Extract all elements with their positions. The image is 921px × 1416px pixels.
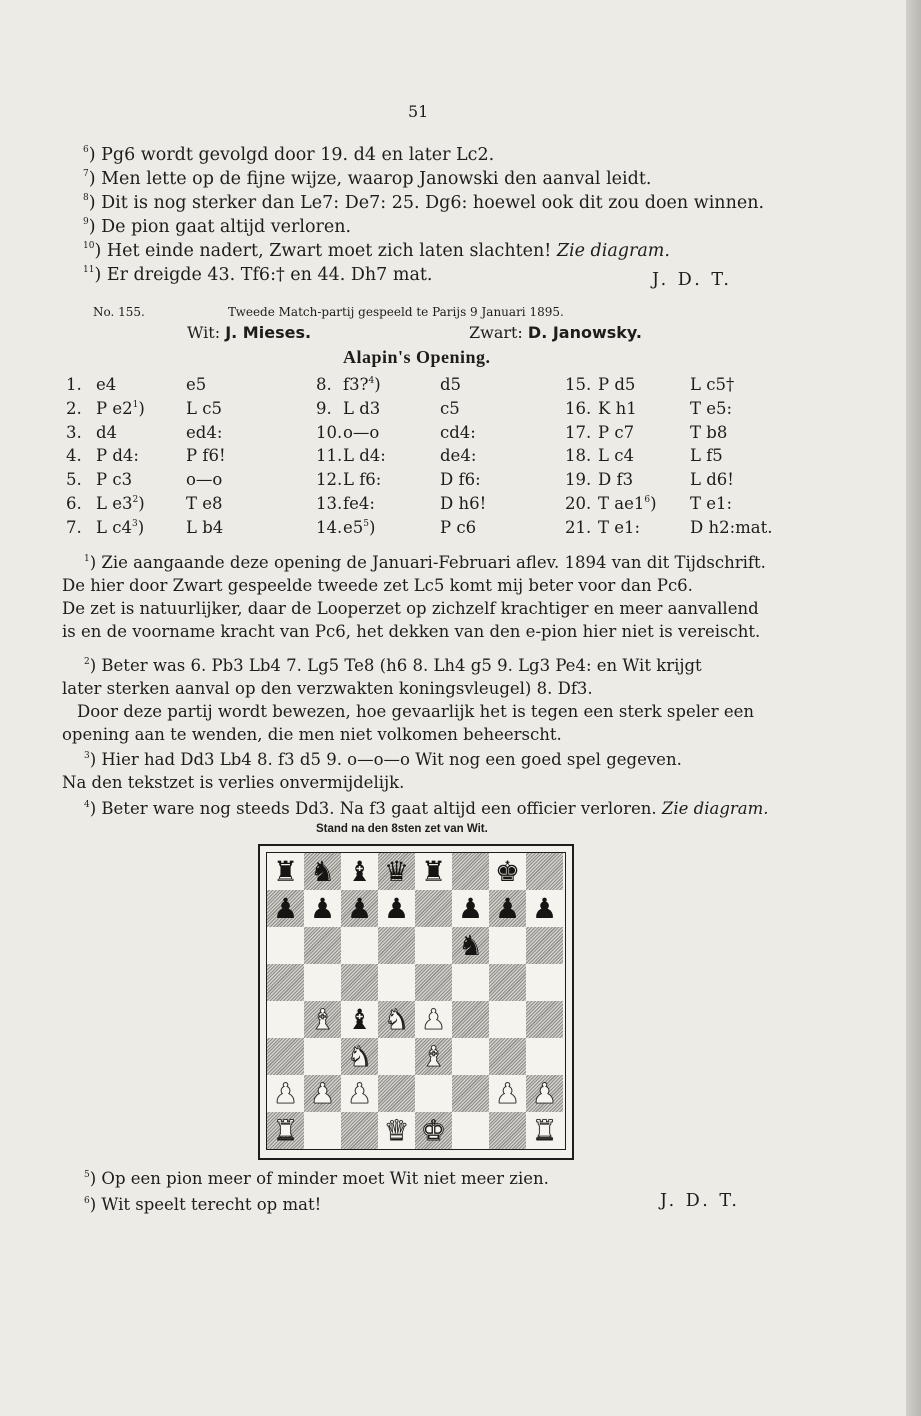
black-label: Zwart:	[469, 323, 523, 342]
board-square	[267, 890, 304, 927]
white-knight-icon: ♞	[346, 1039, 373, 1073]
note-mark: 2	[84, 657, 90, 667]
note-mark: 7	[83, 169, 89, 179]
move-number: 20.	[565, 494, 592, 513]
black-pawn-icon: ♟	[309, 891, 336, 925]
board-square	[489, 964, 526, 1001]
white-bishop-icon: ♝	[309, 1002, 336, 1036]
note-8: $^8$) Dit is nog sterker dan Le7: De7: 25. Dg6: hoewel ook dit zou doen winnen.	[83, 193, 765, 213]
white-pawn-icon: ♟	[494, 1076, 521, 1110]
white-move-text: e5	[343, 517, 364, 537]
game-note-4	[62, 794, 777, 820]
board-square	[378, 853, 415, 890]
black-knight-icon: ♞	[457, 928, 484, 962]
note-mark: 5	[363, 518, 369, 529]
board-square	[415, 890, 452, 927]
note-mark: 1	[132, 399, 139, 410]
board-square	[452, 890, 489, 927]
board-square	[341, 1038, 378, 1075]
note-line: is en de voorname kracht van Pc6, het dekken van den e-pion hier niet is vereischt.	[62, 622, 761, 641]
signature-top: J. D. T.	[652, 270, 732, 290]
board-square	[489, 927, 526, 964]
move-number: 6.	[66, 494, 82, 513]
white-pawn-icon: ♟	[420, 1002, 447, 1036]
white-move: P d5	[598, 375, 636, 394]
note-text: De pion gaat altijd verloren.	[101, 217, 352, 237]
move-number: 17.	[565, 422, 592, 442]
white-rook-icon: ♜	[272, 1113, 299, 1147]
board-square	[378, 1038, 415, 1075]
white-player: J. Mieses.	[225, 323, 312, 342]
note-mark: 10	[83, 241, 95, 251]
board-square	[452, 1075, 489, 1112]
black-pawn-icon: ♟	[346, 891, 373, 925]
move-number: 1.	[66, 375, 82, 394]
note-line: later sterken aanval op den verzwakten koningsvleugel) 8. Df3.	[62, 679, 593, 698]
note-paren: )	[650, 494, 657, 513]
board-square	[452, 1001, 489, 1038]
note-mark: 6	[83, 145, 89, 155]
note-paren: )	[374, 375, 381, 394]
page-number: 51	[408, 102, 429, 121]
note-mark: 6	[644, 495, 651, 505]
white-move: L f6:	[343, 470, 382, 490]
board-square	[267, 1112, 304, 1149]
game-note-1	[62, 548, 777, 643]
black-move: L b4	[186, 517, 224, 537]
white-player-line	[187, 323, 311, 342]
white-move-text: f3?	[343, 375, 369, 394]
board-square	[378, 927, 415, 964]
black-bishop-icon: ♝	[346, 854, 373, 888]
note-text: Beter ware nog steeds Dd3. Na f3 gaat altijd een officier verloren.	[101, 799, 657, 818]
diagram-caption: Stand na den 8sten zet van Wit.	[316, 823, 488, 835]
board-square	[526, 890, 563, 927]
board-square	[415, 1038, 452, 1075]
note-line: De zet is natuurlijker, daar de Looperzet op zichzelf krachtiger en meer aanvallend	[62, 599, 759, 618]
black-knight-icon: ♞	[309, 854, 336, 888]
board-square	[526, 927, 563, 964]
white-pawn-icon: ♟	[309, 1076, 336, 1110]
board-square	[378, 964, 415, 1001]
board-square	[341, 1075, 378, 1112]
board-square	[378, 1075, 415, 1112]
black-move: T e1:	[690, 494, 733, 513]
board-square	[415, 1001, 452, 1038]
white-pawn-icon: ♟	[531, 1076, 558, 1110]
black-move: L f5	[690, 446, 723, 466]
white-move	[343, 518, 375, 537]
white-move-text: L c4	[96, 517, 132, 537]
note-mark: 2	[132, 495, 139, 505]
game-note-2	[62, 651, 777, 746]
white-move: P c7	[598, 422, 635, 442]
board-square	[415, 927, 452, 964]
black-move: d5	[440, 375, 462, 394]
black-move: L d6!	[690, 470, 734, 490]
see-diagram-reference: Zie diagram.	[661, 799, 769, 818]
white-move	[96, 494, 145, 513]
black-move: de4:	[440, 446, 477, 466]
white-move: fe4:	[343, 494, 375, 513]
move-number: 9.	[316, 398, 332, 418]
black-move: D h2:mat.	[690, 517, 773, 537]
board-square	[489, 1075, 526, 1112]
board-square	[489, 1112, 526, 1149]
board-square	[341, 890, 378, 927]
note-mark: 6	[84, 1196, 90, 1206]
black-move: P f6!	[186, 446, 226, 466]
note-10: $^{10}$) Het einde nadert, Zwart moet zich laten slachten! Zie diagram.	[83, 241, 670, 261]
note-mark: 1	[84, 554, 90, 564]
black-move: L c5†	[690, 375, 735, 394]
black-pawn-icon: ♟	[531, 891, 558, 925]
move-number: 7.	[66, 517, 82, 537]
white-move	[598, 494, 657, 513]
move-number: 15.	[565, 375, 592, 394]
black-player-line	[469, 323, 642, 342]
note-text: Het einde nadert, Zwart moet zich laten slachten!	[106, 241, 552, 261]
move-number: 5.	[66, 470, 82, 490]
white-pawn-icon: ♟	[346, 1076, 373, 1110]
see-diagram-reference: Zie diagram.	[556, 241, 670, 261]
white-knight-icon: ♞	[383, 1002, 410, 1036]
black-pawn-icon: ♟	[494, 891, 521, 925]
board-square	[304, 1075, 341, 1112]
white-pawn-icon: ♟	[272, 1076, 299, 1110]
black-rook-icon: ♜	[272, 854, 299, 888]
white-move: o—o	[343, 422, 380, 442]
board-square	[378, 1001, 415, 1038]
black-move: c5	[440, 398, 460, 418]
note-paren: )	[138, 494, 145, 513]
white-queen-icon: ♛	[383, 1113, 410, 1147]
black-pawn-icon: ♟	[457, 891, 484, 925]
note-text: Er dreigde 43. Tf6:† en 44. Dh7 mat.	[106, 265, 433, 285]
note-11: $^{11}$) Er dreigde 43. Tf6:† en 44. Dh7 mat.	[83, 265, 433, 285]
board-square	[304, 890, 341, 927]
black-king-icon: ♚	[494, 854, 521, 888]
board-square	[415, 1112, 452, 1149]
white-move: L d3	[343, 398, 381, 418]
move-number: 14.	[316, 517, 343, 537]
white-king-icon: ♚	[420, 1113, 447, 1147]
white-move: P d4:	[96, 446, 139, 466]
board-square	[304, 1038, 341, 1075]
board-square	[304, 964, 341, 1001]
board-square	[526, 1112, 563, 1149]
note-mark: 8	[83, 193, 89, 203]
board-square	[489, 1038, 526, 1075]
move-number: 8.	[316, 375, 332, 394]
note-9: $^9$) De pion gaat altijd verloren.	[83, 217, 352, 237]
chess-diagram	[258, 844, 574, 1160]
board-square	[415, 853, 452, 890]
black-move: T e5:	[690, 398, 733, 418]
board-square	[267, 927, 304, 964]
note-text: Hier had Dd3 Lb4 8. f3 d5 9. o—o—o Wit nog een goed spel gegeven.	[101, 750, 682, 769]
board-square	[267, 1038, 304, 1075]
page-edge	[906, 0, 921, 1416]
board-square	[452, 853, 489, 890]
board-square	[304, 1001, 341, 1038]
white-move-text: T ae1	[598, 494, 645, 513]
board-square	[452, 1112, 489, 1149]
board-square	[341, 964, 378, 1001]
board-square	[526, 853, 563, 890]
board-square	[267, 853, 304, 890]
board-square	[489, 1001, 526, 1038]
note-mark: 4	[84, 800, 90, 810]
note-paren: )	[369, 517, 376, 537]
black-queen-icon: ♛	[383, 854, 410, 888]
move-number: 12.	[316, 470, 343, 490]
black-move: D h6!	[440, 494, 487, 513]
note-mark: 3	[131, 518, 138, 529]
white-move: L d4:	[343, 446, 386, 466]
note-paren: )	[138, 398, 145, 418]
board-square	[378, 890, 415, 927]
note-text: Men lette op de fijne wijze, waarop Janowski den aanval leidt.	[101, 169, 652, 189]
note-7: $^7$) Men lette op de fijne wijze, waarop Janowski den aanval leidt.	[83, 169, 652, 189]
black-pawn-icon: ♟	[383, 891, 410, 925]
game-heading: Tweede Match-partij gespeeld te Parijs 9 Januari 1895.	[228, 305, 564, 319]
white-move	[96, 518, 144, 537]
black-move: e5	[186, 375, 207, 394]
board-square	[489, 890, 526, 927]
note-6: $^6$) Pg6 wordt gevolgd door 19. d4 en later Lc2.	[83, 145, 495, 165]
board-square	[341, 927, 378, 964]
white-move: K h1	[598, 398, 637, 418]
board-square	[304, 853, 341, 890]
black-move: ed4:	[186, 422, 223, 442]
white-move: D f3	[598, 470, 634, 490]
note-text: Dit is nog sterker dan Le7: De7: 25. Dg6: hoewel ook dit zou doen winnen.	[101, 193, 765, 213]
note-line: $^1$) Zie aangaande deze opening de Januari-Februari aflev. 1894 van dit Tijdschrift.	[84, 553, 766, 572]
white-move	[343, 375, 381, 394]
notes-top	[83, 138, 765, 285]
note-line: De hier door Zwart gespeelde tweede zet Lc5 komt mij beter voor dan Pc6.	[62, 576, 693, 595]
move-number: 11.	[316, 446, 343, 466]
white-rook-icon: ♜	[531, 1113, 558, 1147]
opening-title: Alapin's Opening.	[343, 347, 491, 367]
black-move: T b8	[690, 422, 728, 442]
note-text: Beter was 6. Pb3 Lb4 7. Lg5 Te8 (h6 8. Lh4 g5 9. Lg3 Pe4: en Wit krijgt	[101, 656, 702, 675]
black-bishop-icon: ♝	[346, 1002, 373, 1036]
board-square	[452, 1038, 489, 1075]
move-number: 4.	[66, 446, 82, 466]
game-note-3	[62, 745, 777, 794]
signature-bottom: J. D. T.	[660, 1191, 740, 1211]
board-square	[489, 853, 526, 890]
note-line: $^3$) Hier had Dd3 Lb4 8. f3 d5 9. o—o—o Wit nog een goed spel gegeven.	[84, 750, 682, 769]
white-label: Wit:	[187, 323, 221, 342]
move-number: 3.	[66, 422, 82, 442]
white-move: d4	[96, 422, 118, 442]
white-move	[96, 399, 145, 418]
board-square	[304, 927, 341, 964]
board-square	[526, 1075, 563, 1112]
board-square	[526, 1001, 563, 1038]
black-pawn-icon: ♟	[272, 891, 299, 925]
note-mark: 4	[368, 376, 375, 386]
black-move: T e8	[186, 494, 223, 513]
black-rook-icon: ♜	[420, 854, 447, 888]
move-number: 13.	[316, 494, 343, 513]
move-number: 10.	[316, 422, 343, 442]
note-text: Pg6 wordt gevolgd door 19. d4 en later Lc2.	[101, 145, 495, 165]
black-move: P c6	[440, 517, 477, 537]
note-5: $^5$) Op een pion meer of minder moet Wit niet meer zien.	[84, 1169, 549, 1188]
note-text: Zie aangaande deze opening de Januari-Februari aflev. 1894 van dit Tijdschrift.	[101, 553, 766, 572]
note-line: Na den tekstzet is verlies onvermijdelijk.	[62, 773, 405, 792]
board-square	[341, 853, 378, 890]
white-move-text: P e2	[96, 398, 133, 418]
black-move: L c5	[186, 398, 222, 418]
board-square	[304, 1112, 341, 1149]
black-player: D. Janowsky.	[527, 323, 642, 342]
board-square	[378, 1112, 415, 1149]
note-mark: 11	[83, 265, 95, 275]
board-square	[526, 1038, 563, 1075]
chess-board	[266, 852, 566, 1150]
board-square	[526, 964, 563, 1001]
note-line: opening aan te wenden, die men niet volkomen beheerscht.	[62, 725, 562, 744]
note-text: Op een pion meer of minder moet Wit niet meer zien.	[101, 1169, 549, 1188]
game-number: No. 155.	[93, 305, 145, 319]
board-square	[452, 927, 489, 964]
note-paren: )	[137, 517, 145, 537]
board-square	[341, 1112, 378, 1149]
move-number: 16.	[565, 398, 592, 418]
move-number: 18.	[565, 446, 592, 466]
note-line: Door deze partij wordt bewezen, hoe gevaarlijk het is tegen een sterk speler een	[77, 702, 755, 721]
note-mark: 5	[84, 1170, 90, 1180]
note-mark: 3	[84, 751, 90, 761]
white-move: T e1:	[598, 517, 641, 537]
note-line: $^2$) Beter was 6. Pb3 Lb4 7. Lg5 Te8 (h6 8. Lh4 g5 9. Lg3 Pe4: en Wit krijgt	[84, 656, 702, 675]
board-square	[267, 964, 304, 1001]
white-move: L c4	[598, 446, 634, 466]
move-number: 21.	[565, 517, 592, 537]
black-move: D f6:	[440, 470, 481, 490]
move-number: 19.	[565, 470, 592, 490]
note-mark: 9	[83, 217, 89, 227]
board-square	[415, 964, 452, 1001]
note-text: Wit speelt terecht op mat!	[101, 1195, 322, 1214]
board-square	[267, 1075, 304, 1112]
white-move-text: L e3	[96, 494, 133, 513]
board-square	[267, 1001, 304, 1038]
black-move: cd4:	[440, 422, 476, 442]
board-square	[341, 1001, 378, 1038]
move-number: 2.	[66, 398, 82, 418]
board-square	[452, 964, 489, 1001]
black-move: o—o	[186, 470, 223, 490]
white-move: e4	[96, 375, 117, 394]
white-move: P c3	[96, 470, 133, 490]
white-bishop-icon: ♝	[420, 1039, 447, 1073]
note-line: $^4$) Beter ware nog steeds Dd3. Na f3 gaat altijd een officier verloren. Zie diagram.	[84, 799, 769, 818]
note-6: $^6$) Wit speelt terecht op mat!	[84, 1195, 322, 1214]
board-square	[415, 1075, 452, 1112]
